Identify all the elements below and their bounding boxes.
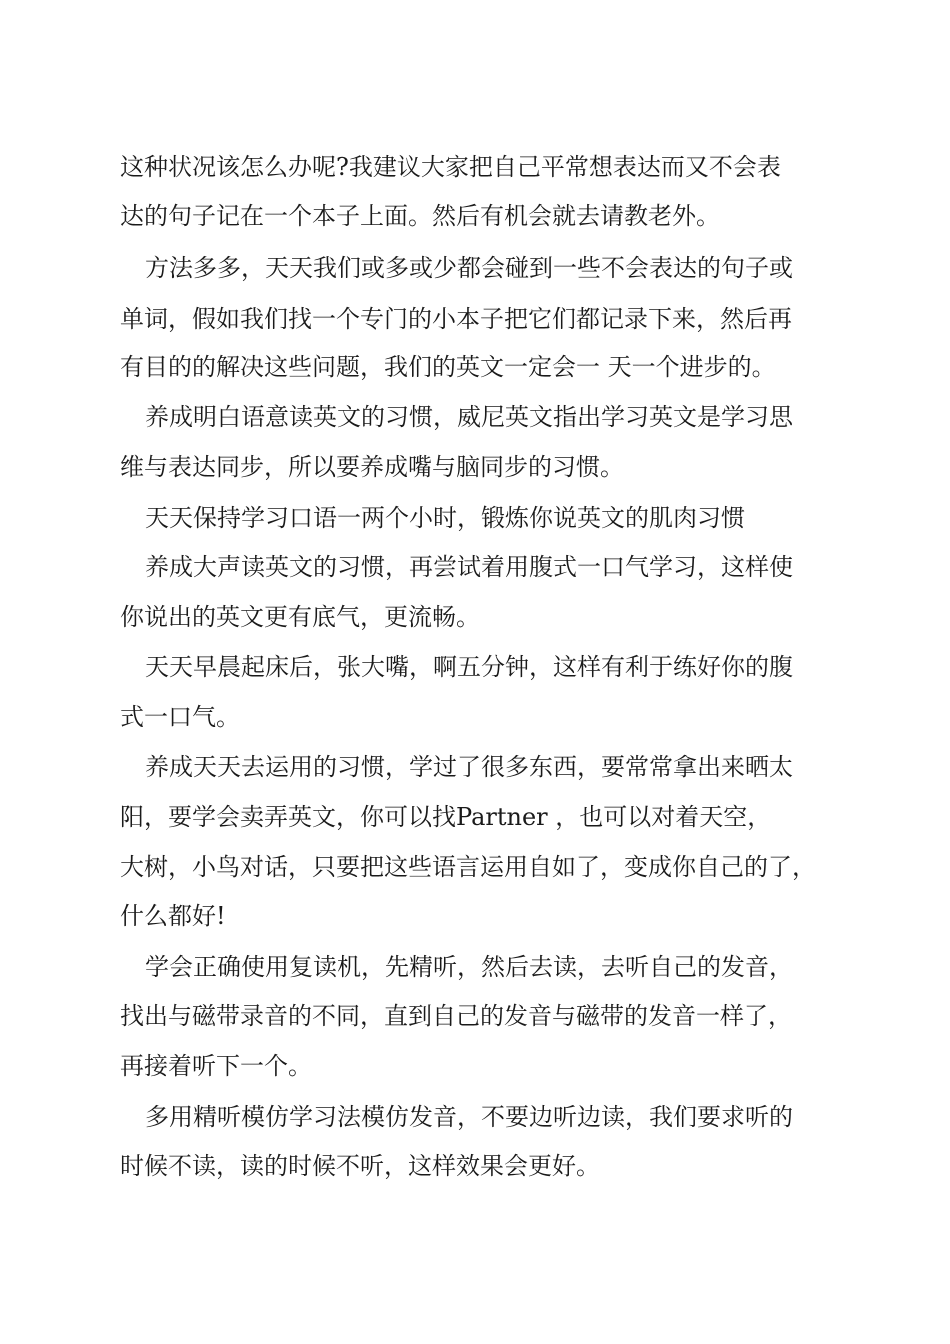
text-line: 再接着听下一个。 <box>120 1052 312 1080</box>
text-line: 有目的的解决这些问题，我们的英文一定会一 天一个进步的。 <box>120 353 776 381</box>
text-line: 式一口气。 <box>120 703 240 731</box>
text-line: 找出与磁带录音的不同，直到自己的发音与磁带的发音一样了， <box>120 1002 792 1030</box>
text-line: 维与表达同步，所以要养成嘴与脑同步的习惯。 <box>120 453 624 481</box>
text-line: 天天保持学习口语一两个小时，锻炼你说英文的肌肉习惯 <box>145 504 745 532</box>
text-line: 什么都好! <box>120 902 226 930</box>
text-line: 阳，要学会卖弄英文，你可以找Partner ，也可以对着天空， <box>120 803 772 831</box>
text-line: 多用精听模仿学习法模仿发音，不要边听边读，我们要求听的 <box>145 1103 793 1131</box>
text-line: 养成天天去运用的习惯，学过了很多东西，要常常拿出来晒太 <box>145 753 793 781</box>
text-line: 达的句子记在一个本子上面。然后有机会就去请教老外。 <box>120 202 720 230</box>
text-line: 养成大声读英文的习惯，再尝试着用腹式一口气学习，这样使 <box>145 553 793 581</box>
text-line: 天天早晨起床后，张大嘴，啊五分钟，这样有利于练好你的腹 <box>145 653 793 681</box>
text-line: 学会正确使用复读机，先精听，然后去读，去听自己的发音， <box>145 953 793 981</box>
text-line: 养成明白语意读英文的习惯，威尼英文指出学习英文是学习思 <box>145 403 793 431</box>
text-line: 这种状况该怎么办呢?我建议大家把自己平常想表达而又不会表 <box>120 153 781 181</box>
text-line: 你说出的英文更有底气，更流畅。 <box>120 603 480 631</box>
text-line: 大树，小鸟对话，只要把这些语言运用自如了，变成你自己的了， <box>120 853 816 881</box>
text-line: 时候不读，读的时候不听，这样效果会更好。 <box>120 1152 600 1180</box>
text-line: 单词，假如我们找一个专门的小本子把它们都记录下来，然后再 <box>120 305 792 333</box>
text-line: 方法多多，天天我们或多或少都会碰到一些不会表达的句子或 <box>145 254 793 282</box>
